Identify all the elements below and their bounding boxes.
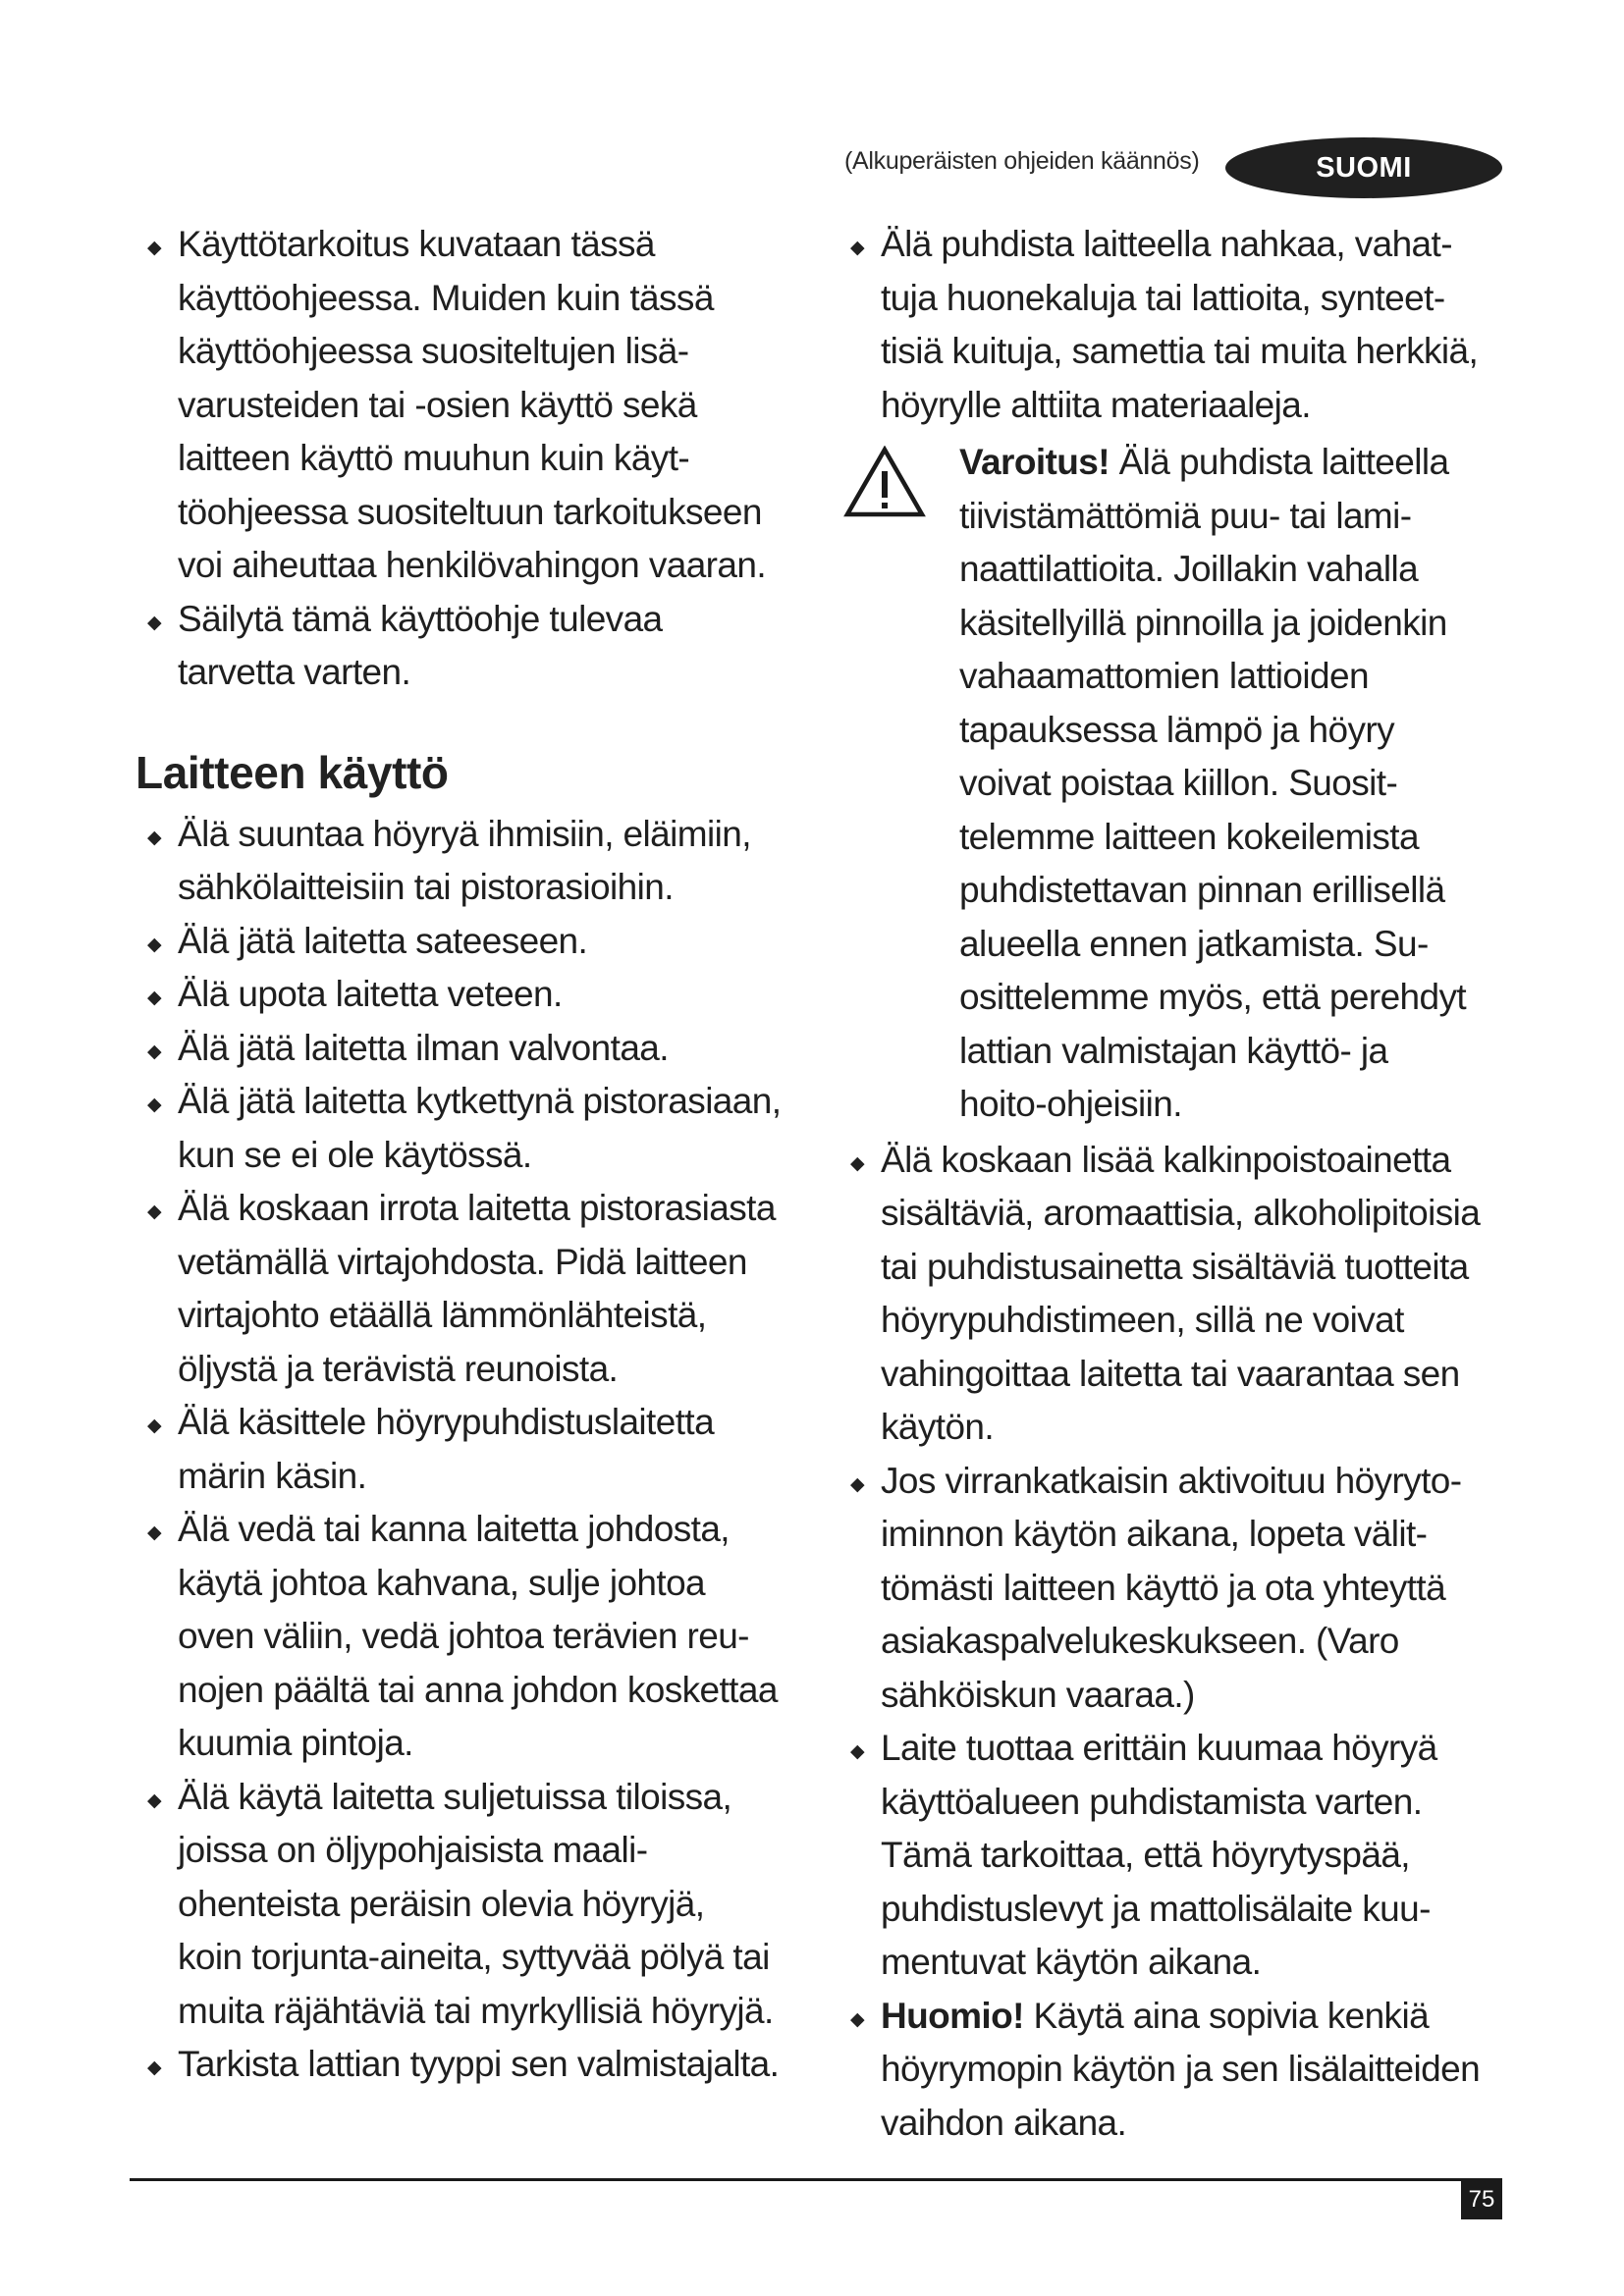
list-item [140,1396,818,1503]
right-list-top [843,218,1521,432]
warning-body: Älä puhdista laitteella tiivistämättömiä puu- tai lami- naattilattioita. Joillakin vahalla käsitellyillä pinnoilla ja joidenkin vahaamattomien lattioiden tapauksessa lämpö ja höyry voivat poistaa kiillon. Suosit- telemme laitteen kokeilemista puhdistettavan pinnan erillisellä alueella ennen jatkamista. Su- osittelemme myös, että perehdyt lattian valmistajan käyttö- ja hoito-ohjeisiin. [959,442,1467,1124]
diamond-bullet-icon: ◆ [146,827,161,848]
diamond-bullet-icon: ◆ [146,2057,161,2078]
list-item-text: Älä käytä laitetta suljetuissa tiloissa, joissa on öljypohjaisista maali- ohenteista peräisin olevia höyryjä, koin torjunta-aineita, syttyvää pölyä tai muita räjähtäviä tai myrkyllisiä höyryjä. [178,1776,774,2031]
language-badge: SUOMI [1225,137,1502,198]
list-item-text: Älä jätä laitetta sateeseen. [178,920,588,961]
right-list-bottom [843,1134,1521,2151]
warning-triangle-icon [843,446,926,518]
diamond-bullet-icon: ◆ [146,1522,161,1543]
diamond-bullet-icon: ◆ [849,1152,864,1174]
list-item-text: Tarkista lattian tyyppi sen valmistajalta. [178,2044,780,2084]
list-item [140,593,818,700]
notice-label: Huomio! [881,1995,1024,2036]
list-item-text: Käyttötarkoitus kuvataan tässä käyttöohjeessa. Muiden kuin tässä käyttöohjeessa suositeltujen lisä- varusteiden tai -osien käyttö sekä laitteen käyttö muuhun kuin käyt- töohjeessa suositeltuun tarkoitukseen voi aiheuttaa henkilövahingon vaaran. [178,224,767,585]
diamond-bullet-icon: ◆ [849,2008,864,2030]
list-item-text: Älä jätä laitetta ilman valvontaa. [178,1027,669,1068]
diamond-bullet-icon: ◆ [146,1201,161,1222]
diamond-bullet-icon: ◆ [146,988,161,1008]
list-item [843,1455,1521,1723]
diamond-bullet-icon: ◆ [849,238,864,258]
list-item [843,1990,1521,2151]
warning-text [959,436,1521,1132]
intro-list [140,218,818,700]
usage-list [140,808,818,2092]
list-item-text: Älä koskaan lisää kalkinpoistoainetta sisältäviä, aromaattisia, alkoholipitoisia tai puhdistusainetta sisältäviä tuotteita höyrypuhdistimeen, sillä ne voivat vahingoittaa laitetta tai vaarantaa sen käytön. [881,1139,1481,1447]
list-item [140,1503,818,1771]
list-item [140,218,818,593]
list-item [140,808,818,915]
list-item [843,1722,1521,1990]
list-item [140,1022,818,1076]
list-item-text [881,1996,1480,2143]
footer-rule [130,2178,1502,2181]
section-title: Laitteen käyttö [135,746,449,798]
list-item [843,1134,1521,1455]
list-item-text: Älä vedä tai kanna laitetta johdosta, käytä johtoa kahvana, sulje johtoa oven väliin, vedä johtoa terävien reu- nojen päältä tai anna johdon koskettaa kuumia pintoja. [178,1509,778,1763]
list-item-text: Älä käsittele höyrypuhdistuslaitetta märin käsin. [178,1402,715,1496]
diamond-bullet-icon: ◆ [849,1473,864,1495]
list-item [140,968,818,1022]
list-item-text: Älä jätä laitetta kytkettynä pistorasiaan, kun se ei ole käytössä. [178,1081,782,1175]
list-item-text: Laite tuottaa erittäin kuumaa höyryä käyttöalueen puhdistamista varten. Tämä tarkoittaa, että höyrytyspää, puhdistuslevyt ja mattolisälaite kuu- mentuvat käytön aikana. [881,1728,1437,1982]
diamond-bullet-icon: ◆ [146,238,161,258]
list-item [843,218,1521,432]
list-item-text: Älä koskaan irrota laitetta pistorasiasta vetämällä virtajohdosta. Pidä laitteen virtajohto etäällä lämmönlähteistä, öljystä ja terävistä reunoista. [178,1188,776,1389]
list-item-text: Älä suuntaa höyryä ihmisiin, eläimiin, sähkölaitteisiin tai pistorasioihin. [178,813,751,907]
warning-block [843,436,1521,1132]
list-item [140,1771,818,2039]
page-number: 75 [1461,2180,1502,2219]
notice-body: Käytä aina sopivia kenkiä höyrymopin käytön ja sen lisälaitteiden vaihdon aikana. [881,1995,1481,2143]
warning-label: Varoitus! [959,442,1110,482]
diamond-bullet-icon: ◆ [146,1415,161,1436]
right-column [843,218,1521,2150]
diamond-bullet-icon: ◆ [849,1741,864,1762]
list-item [140,1075,818,1182]
list-item [140,1182,818,1396]
diamond-bullet-icon: ◆ [146,934,161,955]
diamond-bullet-icon: ◆ [146,1789,161,1811]
diamond-bullet-icon: ◆ [146,612,161,633]
diamond-bullet-icon: ◆ [146,1041,161,1062]
list-item-text: Älä upota laitetta veteen. [178,974,563,1014]
translation-note: (Alkuperäisten ohjeiden käännös) [844,147,1200,175]
list-item-text: Säilytä tämä käyttöohje tulevaa tarvetta varten. [178,598,663,692]
list-item [140,2038,818,2092]
list-item-text: Jos virrankatkaisin aktivoituu höyryto- iminnon käytön aikana, lopeta välit- tömästi laitteen käyttö ja ota yhteyttä asiakaspalvelukeskukseen. (Varo sähköiskun vaaraa.) [881,1460,1462,1715]
list-item [140,915,818,969]
list-item-text: Älä puhdista laitteella nahkaa, vahat- tuja huonekaluja tai lattioita, synteet- tisiä kuituja, samettia tai muita herkkiä, höyrylle alttiita materiaaleja. [881,224,1479,425]
left-column [135,218,818,2092]
diamond-bullet-icon: ◆ [146,1095,161,1115]
